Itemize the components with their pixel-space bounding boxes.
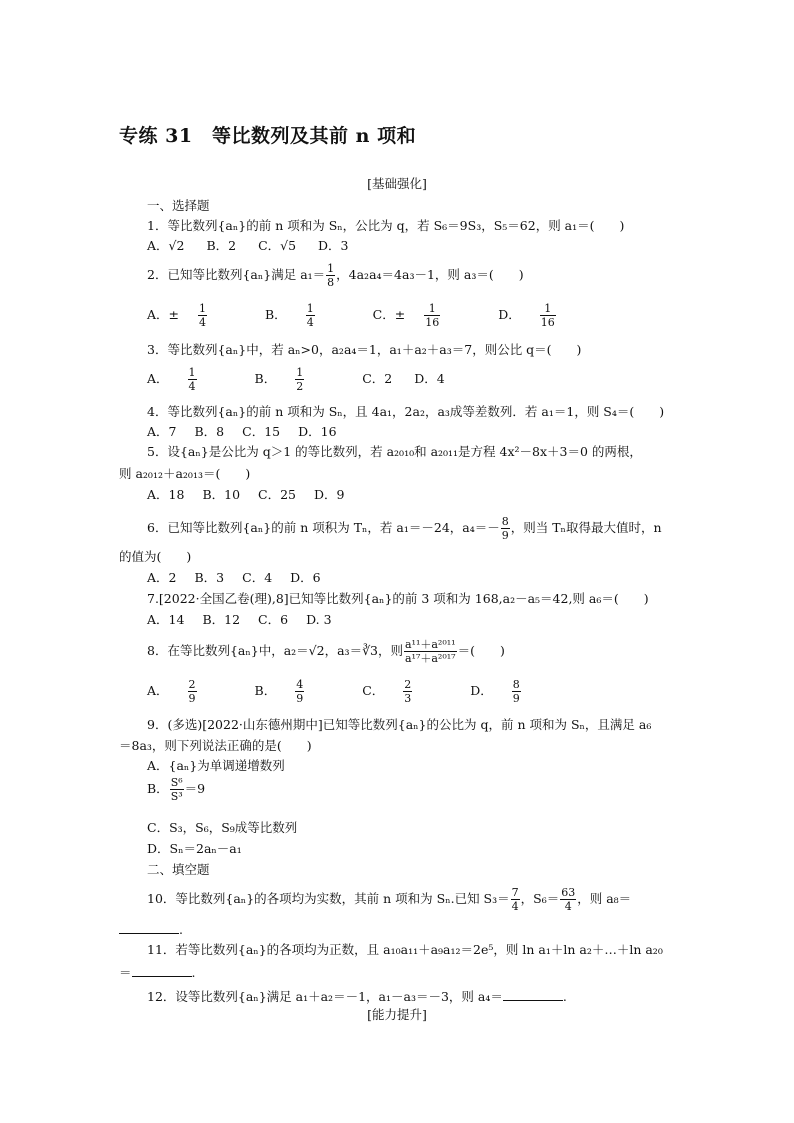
option-c: C．± $\frac{1}{16}$ (372, 302, 440, 329)
option-c: C．2 (362, 371, 393, 386)
question-3-options (147, 366, 463, 393)
question-6: 6．已知等比数列{aₙ}的前 n 项积为 Tₙ，若 a₁＝－24，a₄＝－ $\frac{8}{9}$ ，则当 Tₙ取得最大值时，n (147, 515, 662, 542)
option-c: C．√5 (258, 238, 297, 253)
question-10-answer: . (119, 922, 183, 937)
question-9-cont: ＝8a₃，则下列说法正确的是( ) (119, 738, 312, 753)
option-b: B． $\frac{1}{2}$ (254, 366, 304, 393)
option-d: D．3 (318, 238, 349, 253)
option-d: D． $\frac{1}{16}$ (498, 302, 555, 329)
option-a: A．± $\frac{1}{4}$ (147, 302, 207, 329)
question-6-cont: 的值为( ) (119, 549, 192, 564)
question-11: 11．若等比数列{aₙ}的各项均为正数，且 a₁₀a₁₁＋a₉a₁₂＝2e⁵，则 ln a₁＋ln a₂＋…＋ln a₂₀ (147, 942, 663, 957)
fraction: $\frac{1}{8}$ (327, 262, 335, 289)
option-a: A． $\frac{1}{4}$ (147, 366, 196, 393)
question-9-option-d: D．Sₙ＝2aₙ－a₁ (147, 841, 242, 856)
question-5: 5．设{aₙ}是公比为 q＞1 的等比数列，若 a₂₀₁₀和 a₂₀₁₁是方程 4x²－8x＋3＝0 的两根， (147, 444, 642, 459)
question-5-options: A．18 B．10 C．25 D．9 (147, 487, 345, 502)
question-9: 9．(多选)[2022·山东德州期中]已知等比数列{aₙ}的公比为 q，前 n 项和为 Sₙ，且满足 a₆ (147, 717, 652, 732)
question-11-answer: ＝ . (119, 965, 196, 980)
question-7: 7.[2022·全国乙卷(理),8]已知等比数列{aₙ}的前 3 项和为 168,a₂－a₅＝42,则 a₆＝( ) (147, 591, 649, 606)
option-d: D．4 (414, 371, 445, 386)
option-b: B． $\frac{1}{4}$ (265, 302, 314, 329)
question-9-option-a: A．{aₙ}为单调递增数列 (147, 758, 285, 773)
question-10: 10．等比数列{aₙ}的各项均为实数，其前 n 项和为 Sₙ.已知 S₃＝ $\frac{7}{4}$ ，S₆＝ $\frac{63}{4}$ ，则 a₈＝ (147, 886, 632, 913)
question-8: 8．在等比数列{aₙ}中，a₂＝√2，a₃＝∛3，则 $\frac{\text{a¹¹＋a²⁰¹¹}}{\text{a¹⁷＋a²⁰¹⁷}}$ ＝( ) (147, 638, 505, 665)
question-1-options (147, 240, 367, 253)
section-heading-basic: [基础强化] (367, 176, 427, 191)
question-3: 3．等比数列{aₙ}中，若 aₙ>0，a₂a₄＝1，a₁＋a₂＋a₃＝7，则公比 q＝( ) (147, 342, 582, 357)
option-b: B．2 (206, 238, 237, 253)
question-2: 2．已知等比数列{aₙ}满足 a₁＝ $\frac{1}{8}$ ，4a₂a₄＝4a₃－1，则 a₃＝( ) (147, 262, 524, 289)
question-12: 12．设等比数列{aₙ}满足 a₁＋a₂＝－1，a₁－a₃＝－3，则 a₄＝ . (147, 989, 567, 1004)
question-7-options: A．14 B．12 C．6 D. 3 (147, 612, 332, 627)
question-9-option-b: B． $\frac{\text{S⁶}}{\text{S³}}$ ＝9 (147, 776, 206, 803)
answer-blank[interactable] (503, 989, 563, 1001)
answer-blank[interactable] (119, 922, 179, 934)
question-1: 1．等比数列{aₙ}的前 n 项和为 Sₙ，公比为 q，若 S₆＝9S₃，S₅＝62，则 a₁＝( ) (147, 218, 625, 233)
question-6-options: A．2 B．3 C．4 D．6 (147, 570, 321, 585)
section-heading-advanced: [能力提升] (367, 1007, 427, 1022)
part-heading-choice: 一、选择题 (147, 198, 210, 213)
question-4-options: A．7 B．8 C．15 D．16 (147, 424, 337, 439)
question-4: 4．等比数列{aₙ}的前 n 项和为 Sₙ，且 4a₁，2a₂，a₃成等差数列．若 a₁＝1，则 S₄＝( ) (147, 404, 665, 419)
question-9-option-c: C．S₃，S₆，S₉成等比数列 (147, 820, 298, 835)
question-8-options: A． $\frac{2}{9}$ B． $\frac{4}{9}$ C． $\frac{2}{3}$ D． $\frac{8}{9}$ (147, 678, 520, 705)
page-title: 专练 31 等比数列及其前 n 项和 (119, 125, 417, 147)
part-heading-fill: 二、填空题 (147, 862, 210, 877)
question-5-cont: 则 a₂₀₁₂＋a₂₀₁₃＝( ) (119, 466, 251, 481)
answer-blank[interactable] (132, 965, 192, 977)
question-2-options (147, 302, 610, 329)
option-a: A．√2 (147, 238, 185, 253)
